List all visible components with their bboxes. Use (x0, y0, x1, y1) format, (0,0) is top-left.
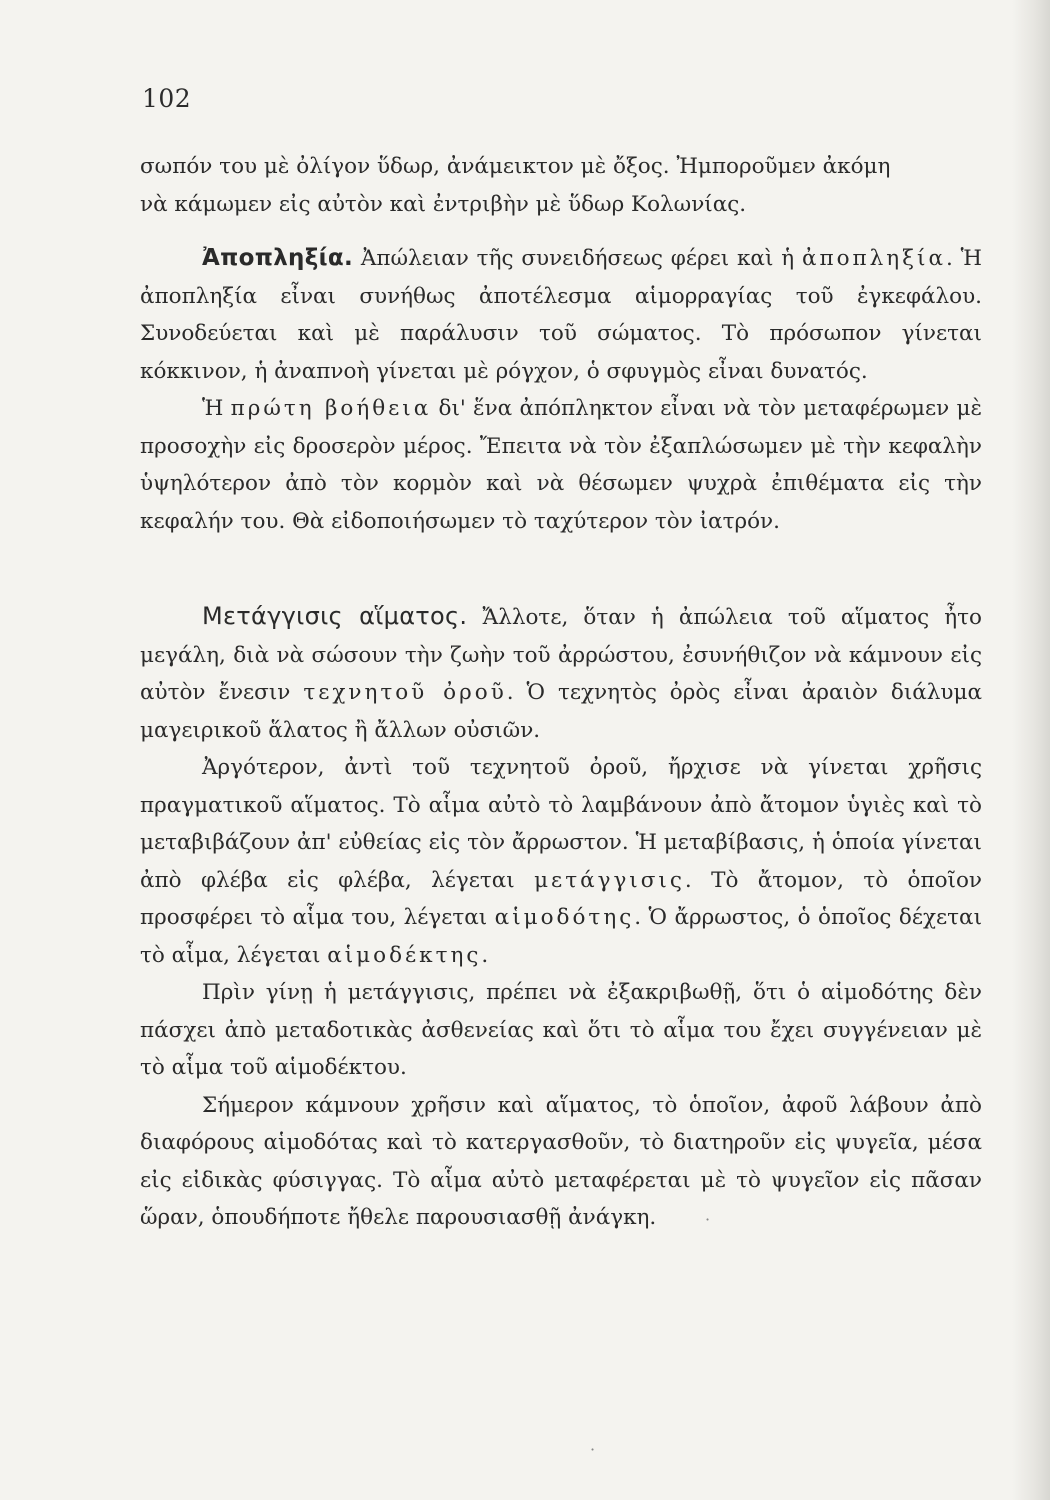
transfusion-p1-text-b: . Ὁ τεχνητὸς ὀρὸς εἶναι ἀραιὸν διάλυμα μαγειρικοῦ ἅλατος ἢ ἄλλων οὐσιῶν. (140, 680, 982, 743)
apoplexy-heading: Ἀποπληξία. (202, 245, 354, 271)
section-transfusion (140, 598, 982, 1237)
transfusion-paragraph-4: Σήμερον κάμνουν χρῆσιν καὶ αἵματος, τὸ ὁποῖον, ἀφοῦ λάβουν ἀπὸ διαφόρους αἱμοδότας καὶ τὸ κατεργασθοῦν, τὸ διατηροῦν εἰς ψυγεῖα, μέσα εἰς εἰδικὰς φύσιγγας. Τὸ αἷμα αὐτὸ μεταφέρεται μὲ τὸ ψυγεῖον εἰς πᾶσαν ὥραν, ὁπουδήποτε ἤθελε παρουσιασθῇ ἀνάγκη. (140, 1092, 982, 1230)
section-apoplexy (140, 240, 982, 540)
intro-line-2: νὰ κάμωμεν εἰς αὐτὸν καὶ ἐντριβὴν μὲ ὕδωρ Κολωνίας. (140, 191, 747, 217)
transfusion-paragraph-2 (140, 749, 982, 974)
transfusion-paragraph-1 (140, 598, 982, 749)
transfusion-p1-spaced: τεχνητοῦ ὀροῦ (303, 680, 507, 705)
page-number: 102 (142, 84, 192, 113)
transfusion-paragraph-3: Πρὶν γίνῃ ἡ μετάγγισις, πρέπει νὰ ἐξακριβωθῇ, ὅτι ὁ αἱμοδότης δὲν πάσχει ἀπὸ μεταδοτικὰς ἀσθενείας καὶ ὅτι τὸ αἷμα του ἔχει συγγένειαν μὲ τὸ αἷμα τοῦ αἱμοδέκτου. (140, 980, 982, 1080)
transfusion-p2-spaced-2: αἱμοδότης (494, 905, 635, 930)
transfusion-p1-text-a: Ἄλλοτε, ὅταν ἡ ἀπώλεια τοῦ αἵματος ἦτο μεγάλη, διὰ νὰ σώσουν τὴν ζωὴν τοῦ ἀρρώστου, ἐσυνήθιζον νὰ κάμνουν εἰς αὐτὸν ἔνεσιν (140, 605, 982, 705)
transfusion-p2-spaced-1: μετάγγισις (534, 867, 685, 893)
apoplexy-p1-text-b: . Ἡ ἀποπληξία εἶναι συνήθως ἀποτέλεσμα αἱμορραγίας τοῦ ἐγκεφάλου. Συνοδεύεται καὶ μὲ παράλυσιν τοῦ σώματος. Τὸ πρόσωπον γίνεται κόκκινον, ἡ ἀναπνοὴ γίνεται μὲ ρόγχον, ὁ σφυγμὸς εἶναι δυνατός. (140, 246, 982, 384)
ink-speck: · (590, 1440, 596, 1459)
ink-speck: · (705, 1210, 711, 1229)
transfusion-p2-text-c: . Ὁ ἄρρωστος, ὁ ὁποῖος δέχεται τὸ αἷμα, λέγεται (140, 905, 983, 968)
intro-paragraph (140, 148, 982, 223)
apoplexy-p2-text-b: δι' ἕνα ἀπόπληκτον εἶναι νὰ τὸν μεταφέρωμεν μὲ προσοχὴν εἰς δροσερὸν μέρος. Ἔπειτα νὰ τὸν ἐξαπλώσωμεν μὲ τὴν κεφαλὴν ὑψηλότερον ἀπὸ τὸν κορμὸν καὶ νὰ θέσωμεν ψυχρὰ ἐπιθέματα εἰς τὴν κεφαλήν του. Θὰ εἰδοποιήσωμεν τὸ ταχύτερον τὸν ἰατρόν. (140, 396, 983, 534)
transfusion-p2-text-a: Ἀργότερον, ἀντὶ τοῦ τεχνητοῦ ὀροῦ, ἤρχισε νὰ γίνεται χρῆσις πραγματικοῦ αἵματος. Τὸ αἷμα αὐτὸ τὸ λαμβάνουν ἀπὸ ἄτομον ὑγιὲς καὶ τὸ μεταβιβάζουν ἀπ' εὐθείας εἰς τὸν ἄρρωστον. Ἡ μεταβίβασις, ἡ ὁποία γίνεται ἀπὸ φλέβα εἰς φλέβα, λέγεται (140, 755, 982, 893)
apoplexy-paragraph-2 (140, 390, 982, 540)
apoplexy-p1-text-a: Ἀπώλειαν τῆς συνειδήσεως φέρει καὶ ἡ (360, 246, 802, 271)
apoplexy-paragraph-1 (140, 240, 982, 390)
transfusion-p2-text-d: . (481, 942, 489, 968)
apoplexy-p2-text-a: Ἡ (202, 396, 231, 421)
transfusion-heading: Μετάγγισις αἵματος. (202, 602, 468, 630)
page-edge-shadow (1012, 0, 1050, 1500)
transfusion-p2-text-b: . Τὸ ἄτομον, τὸ ὁποῖον προσφέρει τὸ αἷμα του, λέγεται (140, 867, 983, 930)
transfusion-p2-spaced-3: αἱμοδέκτης (327, 942, 482, 968)
apoplexy-p1-spaced: ἀποπληξία (801, 246, 946, 271)
intro-line-1: σωπόν του μὲ ὀλίγον ὕδωρ, ἀνάμεικτον μὲ ὄξος. Ἠμποροῦμεν ἀκόμη (140, 154, 891, 179)
apoplexy-p2-spaced: πρώτη βοήθεια (230, 396, 432, 421)
